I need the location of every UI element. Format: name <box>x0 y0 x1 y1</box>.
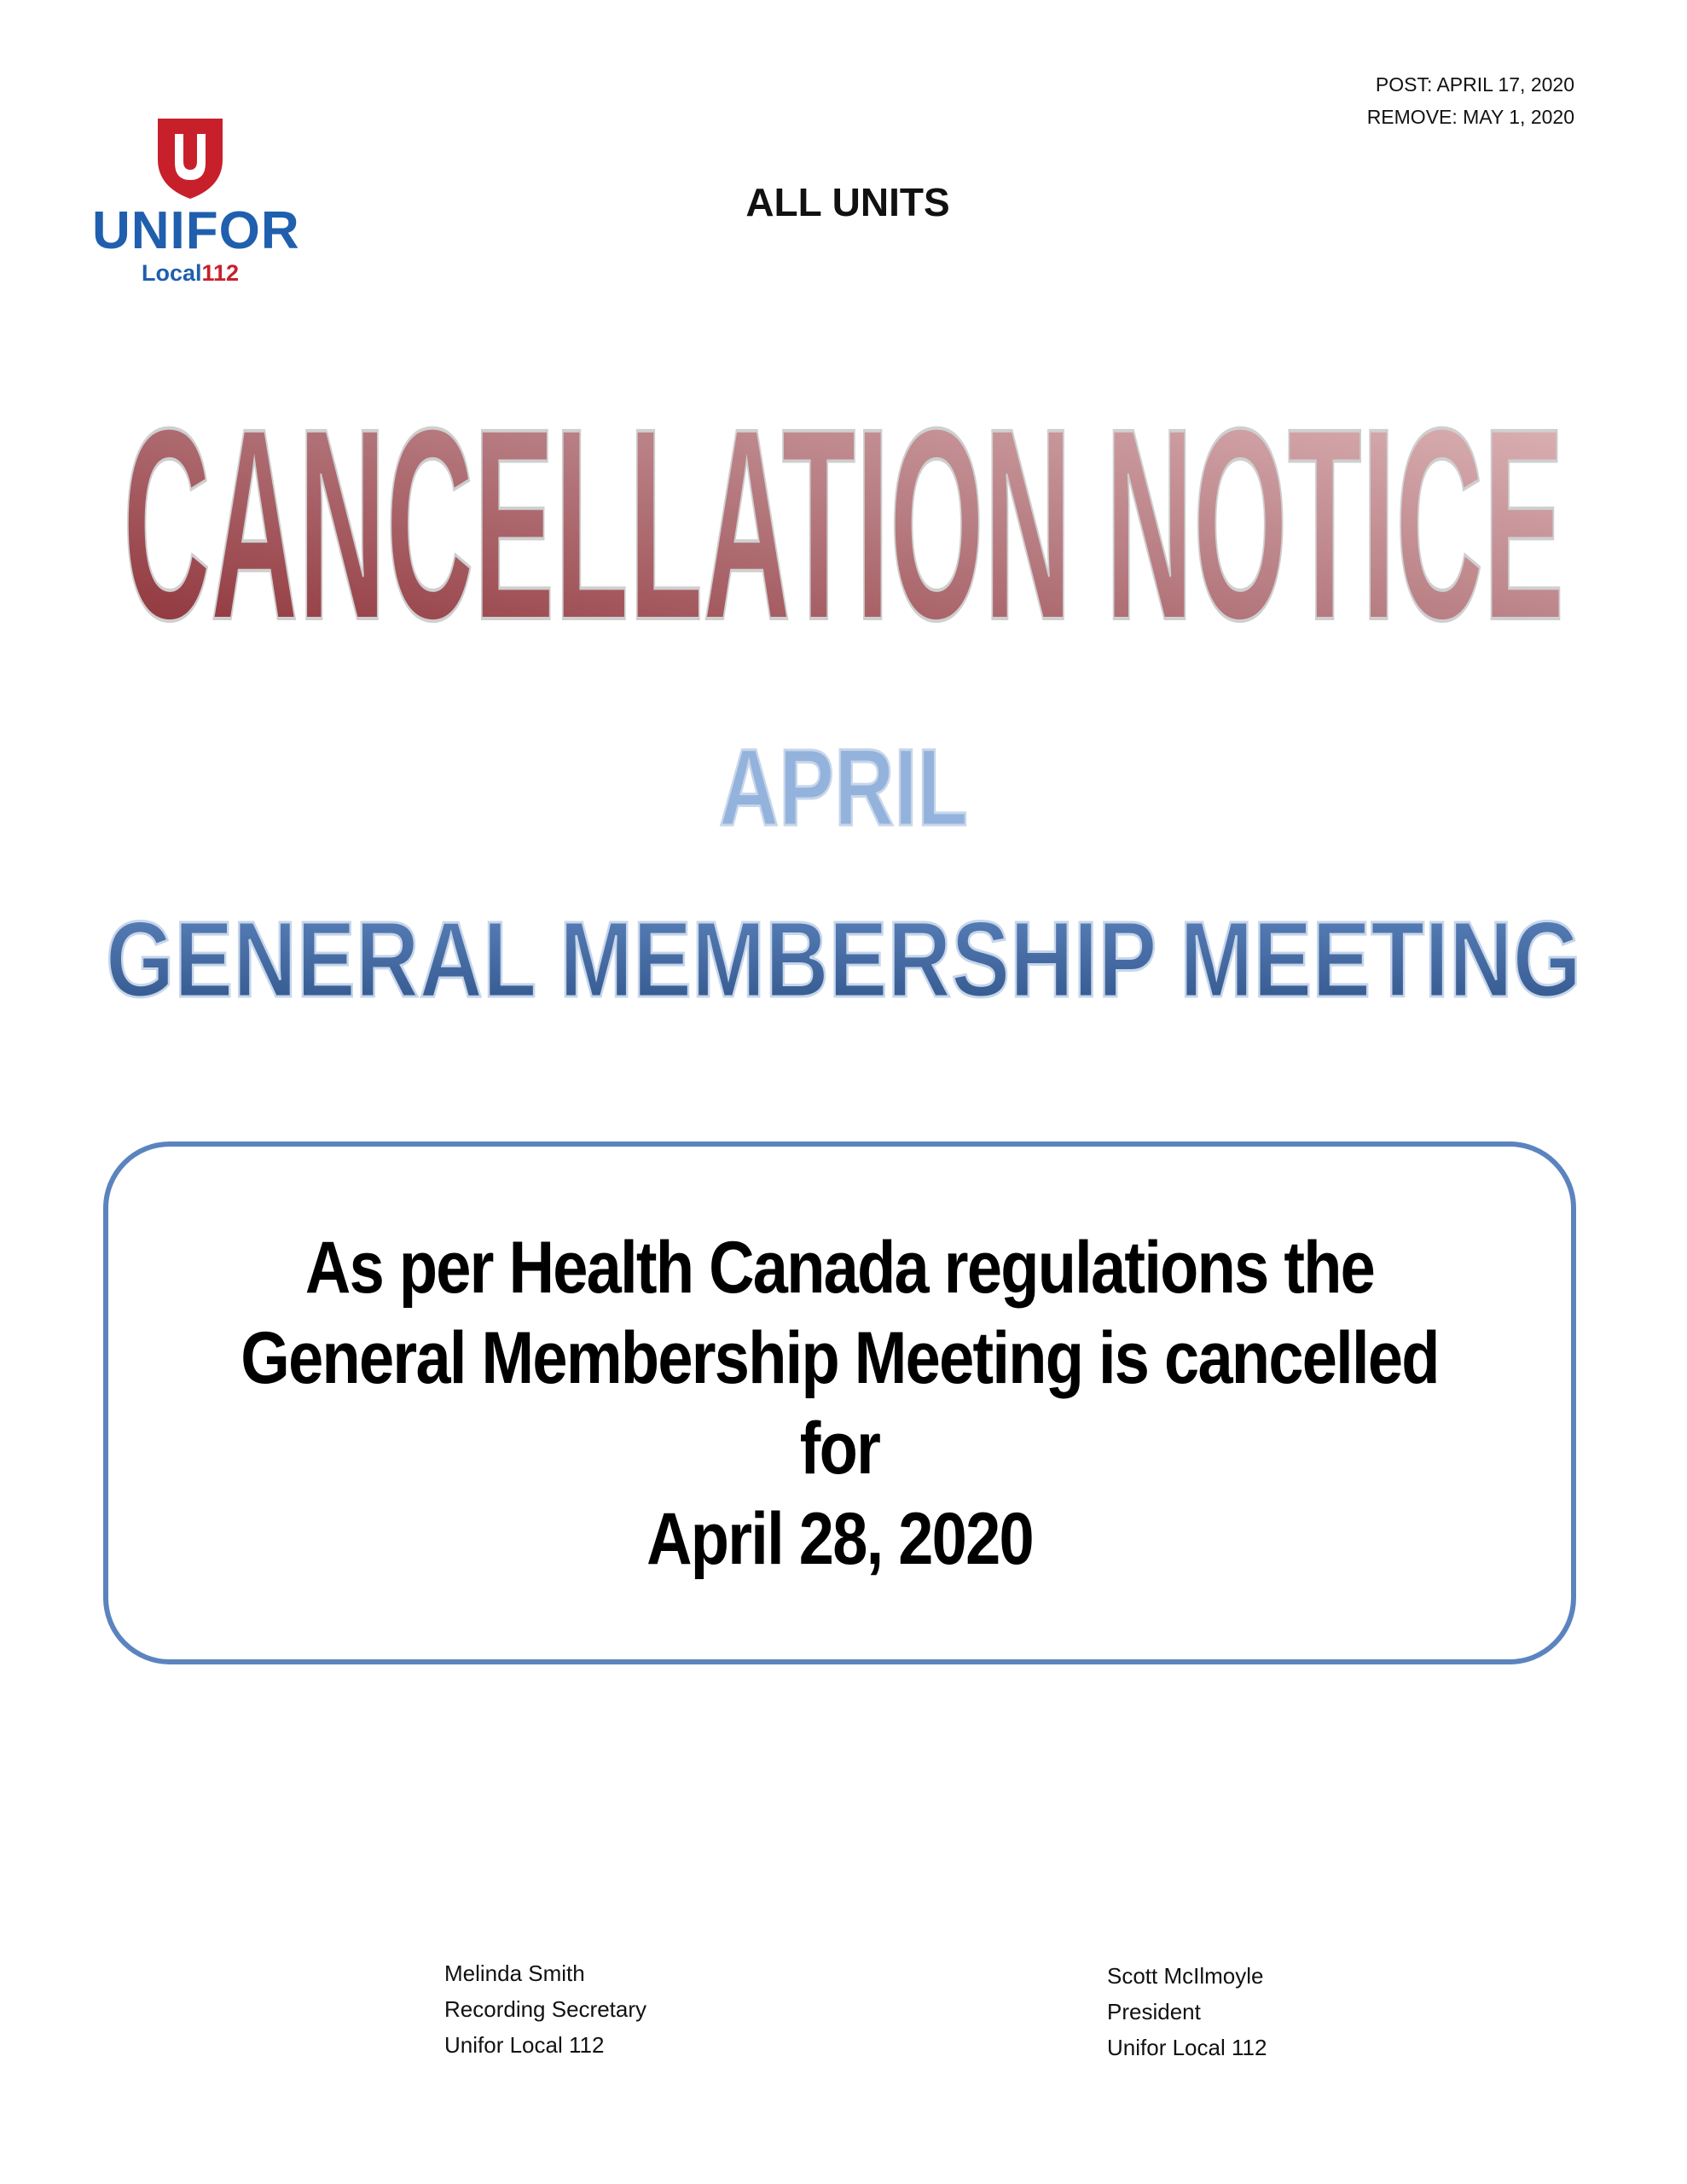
signature-org: Unifor Local 112 <box>1107 2035 1267 2060</box>
month-heading: APRIL <box>719 727 968 849</box>
signature-recording-secretary <box>444 1955 646 2063</box>
cancellation-notice-title: CANCELLATION NOTICE <box>123 371 1564 677</box>
remove-date: REMOVE: MAY 1, 2020 <box>1366 106 1574 128</box>
signature-title: Recording Secretary <box>444 1996 646 2022</box>
notice-line-3: April 28, 2020 <box>646 1497 1033 1580</box>
signature-name: Scott McIlmoyle <box>1107 1963 1264 1989</box>
post-dates <box>1367 68 1574 133</box>
notice-line-1: As per Health Canada regulations the <box>304 1226 1375 1309</box>
post-date: POST: APRIL 17, 2020 <box>1375 73 1574 96</box>
meeting-heading: GENERAL MEMBERSHIP MEETING <box>106 899 1581 1019</box>
logo-local-number: 112 <box>201 260 240 286</box>
headline-graphic <box>0 337 1687 1019</box>
signature-org: Unifor Local 112 <box>444 2032 605 2058</box>
signature-name: Melinda Smith <box>444 1960 585 1986</box>
signature-title: President <box>1107 1999 1201 2024</box>
logo-local <box>92 260 288 287</box>
notice-box <box>103 1141 1576 1664</box>
audience-heading: ALL UNITS <box>745 180 950 224</box>
notice-line-2: General Membership Meeting is cancelled for <box>241 1316 1439 1490</box>
signature-president <box>1107 1958 1267 2065</box>
logo-local-word: Local <box>141 260 202 286</box>
notice-message <box>211 1223 1469 1584</box>
logo-wordmark: UNIFOR <box>92 201 300 260</box>
